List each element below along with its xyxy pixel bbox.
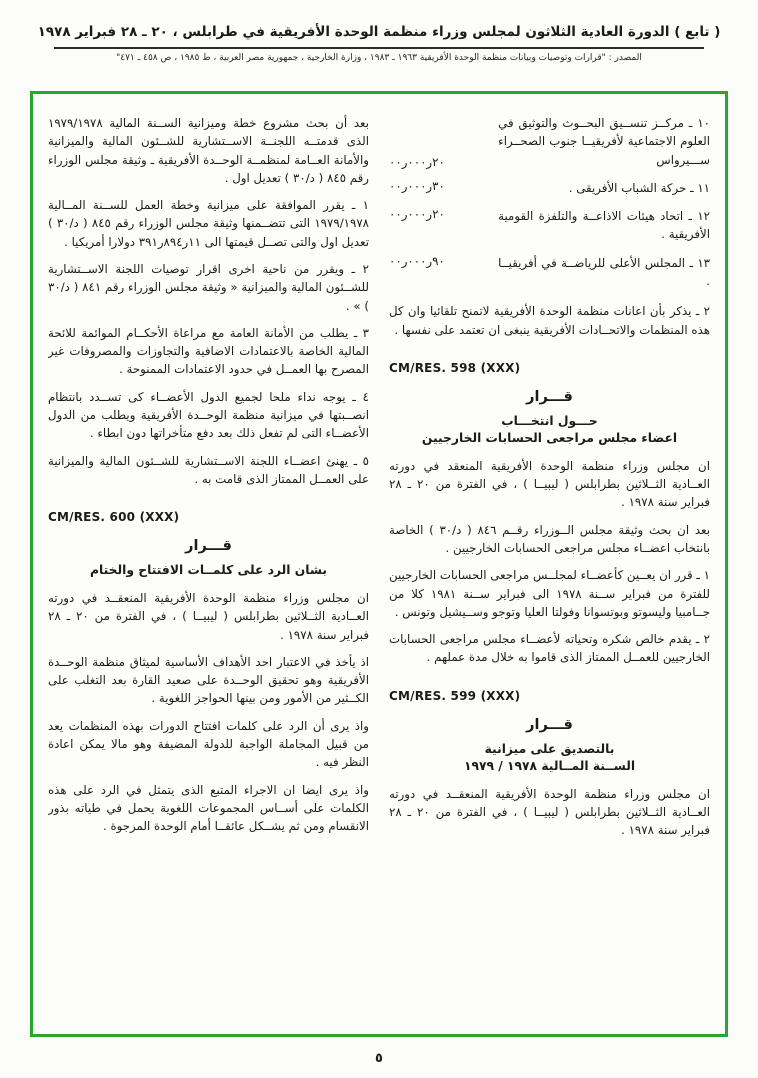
- column-left: [48, 114, 369, 1024]
- resolution-code: CM/RES. 599 (XXX): [389, 688, 521, 703]
- paragraph-note: ٢ ـ يذكر بأن اعانات منظمة الوحدة الأفريقية لاتمنح تلقائيا وان كل هذه المنظمات والاتحــادات الأفريقية ينبغى ان تعتمد على نفسها .: [389, 304, 710, 337]
- subsidy-item-text: ١٢ ـ اتحاد هيئات الاذاعــة والتلفزة القومية الأفريقية .: [498, 209, 710, 242]
- two-column-layout: [48, 114, 710, 1024]
- paragraph: واذ يرى ايضا ان الاجراء المتبع الذى يتمثل في الرد على هذه الكلمات على أســاس المجموعات اللغوية يحمل في طياته بذور الانقسام ومن ثم يشــكل عائقــا أمام الوحدة المرجوة .: [48, 782, 369, 834]
- page-number: ٥: [375, 1051, 383, 1066]
- subsidy-item-amount: ٣٠ر٠٠٠ر٠٠: [389, 178, 445, 193]
- paragraph: واذ يرى أن الرد على كلمات افتتاح الدورات بهذه المنظمات يعد من قبيل المجاملة الواجبة للدولة المضيفة وهو مالا يمكن اعادة النظر فيه .: [48, 718, 369, 770]
- resolution-code: CM/RES. 600 (XXX): [48, 510, 180, 525]
- paragraph: ان مجلس وزراء منظمة الوحدة الأفريقية المنعقد في دورته العــادية الثــلاثين بطرابلس ( ليبيــا ) ، في الفترة من ٢٠ ـ ٢٨ فبراير سنة ١٩٧٨ .: [389, 458, 710, 510]
- column-right: [389, 114, 710, 1024]
- resolution-600: [48, 510, 369, 835]
- paragraph: ٥ ـ يهنئ اعضــاء اللجنة الاســتشارية للشــئون المالية والميزانية على العمــل الممتاز الذى قامت به .: [48, 453, 369, 486]
- subsidy-item-text: ١٣ ـ المجلس الأعلى للرياضــة في أفريقيــا .: [498, 255, 710, 288]
- paragraph: ١ ـ قرر ان يعــين كأعضــاء لمجلــس مراجعى الحسابات الخارجيين للفترة من فبراير ســنة ١٩٧٨ الى فبراير ســنة ١٩٨١ كلا من جــامبيا وليسوتو وبوتسوانا وفولتا العليا وتوجو وســيشيل وتونس .: [389, 568, 710, 619]
- resolution-subtitle: اعضاء مجلس مراجعى الحسابات الخارجيين: [421, 430, 678, 445]
- paragraph: بعد أن بحث مشروع خطة وميزانية الســنة المالية ١٩٧٩/١٩٧٨ الذى قدمتــه اللجنــة الاســتشارية للشــئون المالية والميزانية والأمانة العــامة لمنظمــة الوحــدة الأفريقية ـ وثيقة مجلس الوزراء رقم ٨٤٥ ( د/٣٠ ) تعديل اول .: [48, 116, 369, 185]
- resolution-heading: قـــرار: [185, 538, 232, 555]
- subsidy-item-12: [389, 207, 710, 244]
- resolution-598: [389, 361, 710, 667]
- subsidy-item-text: ١٠ ـ مركــز تنســيق البحــوث والتوثيق في العلوم الاجتماعية لأفريقيــا جنوب الصحــراء ســـيرواس: [498, 116, 710, 167]
- resolution-heading: قـــرار: [526, 716, 573, 733]
- header-divider: [54, 47, 704, 49]
- subsidy-item-text: ١١ ـ حركة الشباب الأفريقى .: [568, 180, 710, 195]
- subsidy-item-10: [389, 114, 710, 169]
- resolution-heading: قـــرار: [526, 388, 573, 405]
- subsidy-item-amount: ٢٠ر٠٠٠ر٠٠: [389, 154, 445, 169]
- paragraph: ان مجلس وزراء منظمة الوحدة الأفريقية المنعقــد في دورته العــادية الثــلاثين بطرابلس ( ليبيــا ) ، في الفترة من ٢٠ ـ ٢٨ فبراير سنة ١٩٧٨ .: [389, 786, 710, 838]
- source-citation: المصدر : "قرارات وتوصيات وبيانات منظمة الوحدة الأفريقية ١٩٦٣ ـ ١٩٨٣ ، وزارة الخارجية ، جمهورية مصر العربية ، ط ١٩٨٥ ، ص ٤٥٨ ـ ٤٧١": [116, 53, 642, 63]
- paragraph: بعد ان بحث وثيقة مجلس الــوزراء رقــم ٨٤٦ ( د/٣٠ ) الخاصة بانتخاب اعضــاء مجلس مراجعى الحسابات الخارجيين .: [389, 522, 710, 555]
- resolution-599: [389, 689, 710, 840]
- resolution-subtitle: بالتصديق على ميزانية: [484, 741, 615, 756]
- subsidy-items-list: [389, 114, 710, 290]
- green-border-frame: [30, 91, 728, 1037]
- paragraph: ٢ ـ ويقرر من ناحية اخرى اقرار توصيات اللجنة الاســتشارية للشــئون المالية والميزانية « وثيقة مجلس الوزراء رقم ٨٤١ ( د/٣٠ ) » .: [48, 261, 369, 313]
- paragraph: ١ ـ يقرر الموافقة على ميزانية وخطة العمل للســنة المــالية ١٩٧٩/١٩٧٨ التى تتضــمنها وثيقة مجلس الوزراء رقم ٨٤٥ ( د/٣٠ ) تعديل اول والتى تصــل قيمتها الى ١١ر٨٩٤ر٣٩١ دولارا أمريكيا .: [48, 198, 369, 249]
- paragraph: ٣ ـ يطلب من الأمانة العامة مع مراعاة الأحكــام الموائمة للائحة المالية الخاصة بالاعتمادات الاضافية والتجاوزات والمصروفات غير المصرح بها العمــل في حدود الاعتمادات الممنوحة .: [48, 325, 369, 377]
- subsidy-item-13: [389, 254, 710, 291]
- resolution-code: CM/RES. 598 (XXX): [389, 360, 521, 375]
- paragraph: ٤ ـ يوجه نداء ملحا لجميع الدول الأعضــاء كى تســدد بانتظام انصــبتها في ميزانية منظمة الوحــدة الأفريقية ويطلب من الدول الأعضــاء التى لم تفعل ذلك بعد دفع متأخراتها دون ابطاء .: [48, 389, 369, 441]
- subsidy-item-amount: ٢٠ر٠٠٠ر٠٠: [389, 207, 445, 222]
- paragraph: اذ يأخذ في الاعتبار احد الأهداف الأساسية لميثاق منظمة الوحــدة الأفريقية وهو تحقيق الوحــدة على صعيد القارة بعد التغلب على الكــثير من الأمور ومن بينها الحواجز اللغوية .: [48, 654, 369, 706]
- resolution-subtitle: حـــول انتخـــاب: [501, 413, 598, 428]
- paragraph: ان مجلس وزراء منظمة الوحدة الأفريقية المنعقــد في دورته العــادية الثــلاثين بطرابلس ( ليبيــا ) ، في الفترة من ٢٠ ـ ٢٨ فبراير سنة ١٩٧٨ .: [48, 591, 369, 642]
- document-header-title: ( تابع ) الدورة العادية الثلاثون لمجلس وزراء منظمة الوحدة الأفريقية في طرابلس ، ٢٠ ـ ٢٨ فبراير ١٩٧٨: [37, 24, 721, 40]
- subsidy-item-amount: ٩٠ر٠٠٠ر٠٠: [389, 253, 445, 268]
- paragraph: ٢ ـ يقدم خالص شكره وتحياته لأعضــاء مجلس مراجعى الحسابات الخارجيين للعمــل الممتاز الذى قاموا به خلال مدة عملهم .: [389, 632, 710, 665]
- subsidy-item-11: [389, 179, 710, 197]
- resolution-subtitle: بشان الرد على كلمــات الافتتاح والختام: [89, 563, 328, 578]
- resolution-subtitle: الســنة المــالية ١٩٧٨ / ١٩٧٩: [463, 758, 636, 773]
